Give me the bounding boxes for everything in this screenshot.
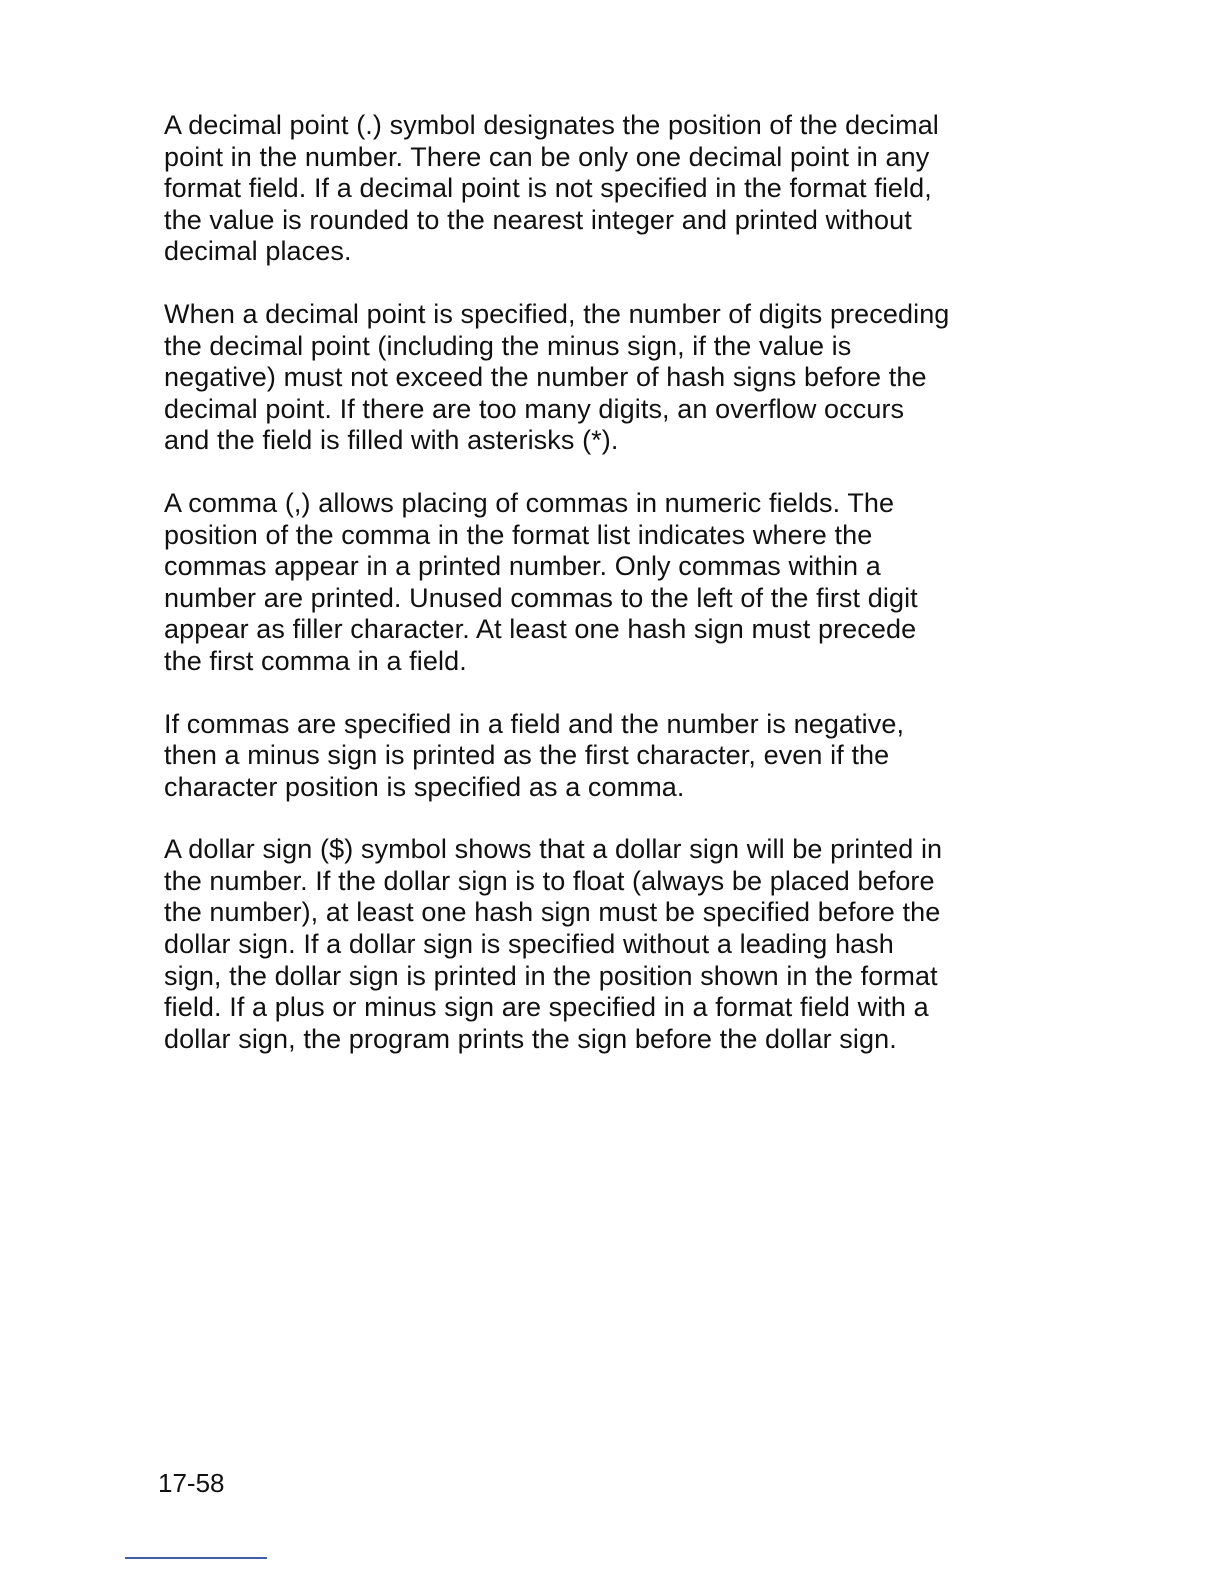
text-line: dollar sign. If a dollar sign is specified without a leading hash (164, 929, 894, 960)
footer-rule (125, 1557, 267, 1559)
text-line: point in the number. There can be only one decimal point in any (164, 141, 930, 172)
text-line: the decimal point (including the minus sign, if the value is (164, 330, 852, 361)
text-line: field. If a plus or minus sign are specified in a format field with a (164, 992, 929, 1023)
paragraph-decimal-point (164, 110, 1024, 268)
paragraph-dollar-sign (164, 834, 1024, 1055)
text-line: format field. If a decimal point is not specified in the format field, (164, 173, 932, 204)
text-line: the value is rounded to the nearest integer and printed without (164, 204, 912, 235)
text-line: decimal point. If there are too many digits, an overflow occurs (164, 393, 905, 424)
text-line: position of the comma in the format list indicates where the (164, 519, 873, 550)
text-line: A dollar sign ($) symbol shows that a dollar sign will be printed in (164, 834, 943, 865)
text-line: If commas are specified in a field and the number is negative, (164, 708, 905, 739)
paragraph-decimal-digits (164, 299, 1024, 457)
text-line: character position is specified as a comma. (164, 771, 685, 802)
text-line: appear as filler character. At least one hash sign must precede (164, 614, 917, 645)
text-line: the first comma in a field. (164, 645, 467, 676)
text-line: then a minus sign is printed as the first character, even if the (164, 740, 890, 771)
text-line: commas appear in a printed number. Only commas within a (164, 551, 881, 582)
text-line: sign, the dollar sign is printed in the position shown in the format (164, 960, 938, 991)
text-line: A comma (,) allows placing of commas in numeric fields. The (164, 487, 895, 518)
text-line: decimal places. (164, 236, 352, 267)
text-line: number are printed. Unused commas to the left of the first digit (164, 582, 918, 613)
text-line: the number), at least one hash sign must be specified before the (164, 897, 941, 928)
paragraph-comma (164, 488, 1024, 678)
text-line: A decimal point (.) symbol designates the position of the decimal (164, 110, 939, 140)
page-number: 17-58 (158, 1468, 225, 1498)
page-body (164, 110, 1024, 1086)
text-line: negative) must not exceed the number of hash signs before the (164, 362, 927, 393)
text-line: dollar sign, the program prints the sign before the dollar sign. (164, 1023, 897, 1054)
text-line: and the field is filled with asterisks (*). (164, 425, 619, 456)
text-line: When a decimal point is specified, the number of digits preceding (164, 298, 950, 329)
text-line: the number. If the dollar sign is to float (always be placed before (164, 865, 935, 896)
paragraph-negative-commas (164, 709, 1024, 804)
